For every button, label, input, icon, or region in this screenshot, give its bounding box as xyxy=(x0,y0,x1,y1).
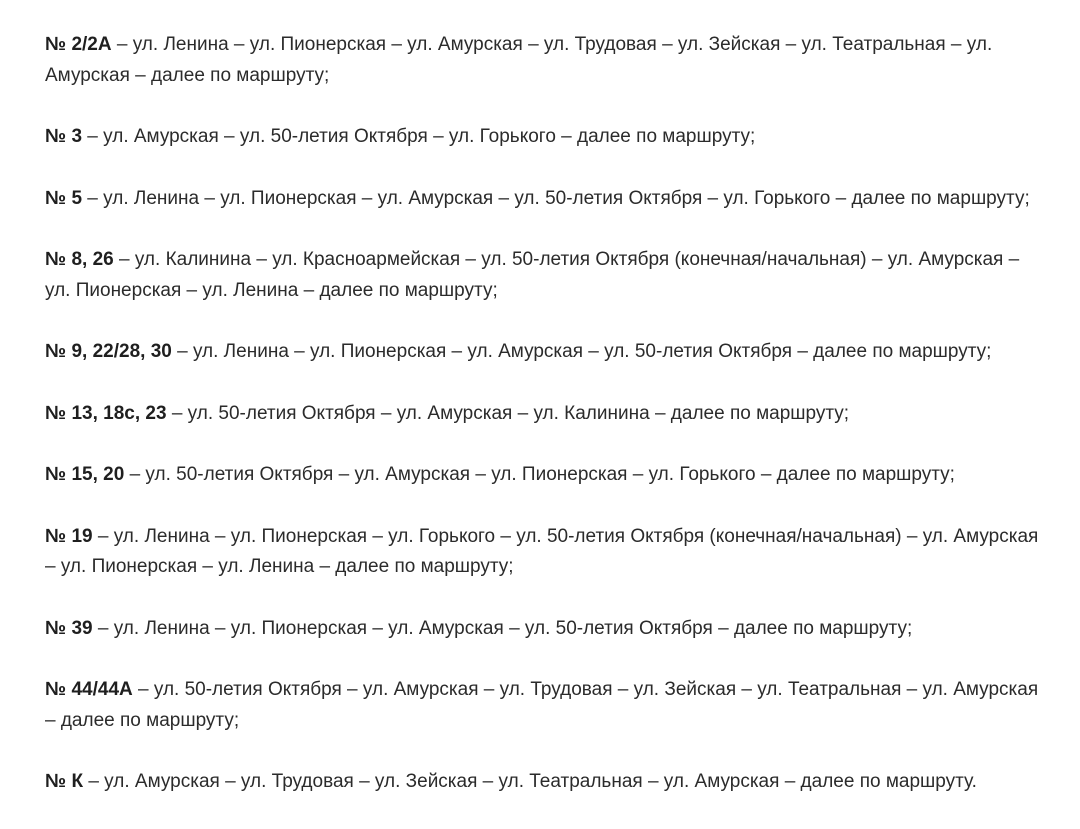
route-path: – ул. Ленина – ул. Пионерская – ул. Амурская – ул. Трудовая – ул. Зейская – ул. Театральная – ул. Амурская – далее по маршруту; xyxy=(45,34,993,86)
route-path: – ул. Амурская – ул. 50-летия Октября – ул. Горького – далее по маршруту; xyxy=(82,126,756,147)
route-path: – ул. Калинина – ул. Красноармейская – ул. 50-летия Октября (конечная/начальная) – ул. Амурская – ул. Пионерская – ул. Ленина – далее по маршруту; xyxy=(45,249,1020,301)
route-path: – ул. Ленина – ул. Пионерская – ул. Амурская – ул. 50-летия Октября – далее по маршруту; xyxy=(92,617,913,639)
route-path: – ул. Ленина – ул. Пионерская – ул. Амурская – ул. 50-летия Октября – ул. Горького – далее по маршруту; xyxy=(82,187,1030,209)
route-number: № 8, 26 xyxy=(45,249,114,270)
route-item xyxy=(45,522,1040,583)
route-item xyxy=(45,184,1040,215)
route-number: № 19 xyxy=(45,525,93,547)
route-item xyxy=(45,675,1040,736)
route-number: № 13, 18с, 23 xyxy=(45,402,167,424)
route-path: – ул. Ленина – ул. Пионерская – ул. Амурская – ул. 50-летия Октября – далее по маршруту; xyxy=(171,341,992,362)
route-item xyxy=(45,245,1040,306)
route-path: – ул. 50-летия Октября – ул. Амурская – ул. Пионерская – ул. Горького – далее по маршруту; xyxy=(124,464,955,485)
route-number: № 44/44А xyxy=(45,679,133,700)
route-path: – ул. Амурская – ул. Трудовая – ул. Зейская – ул. Театральная – ул. Амурская – далее по маршруту. xyxy=(83,771,977,792)
route-item xyxy=(45,614,1040,645)
route-number: № 2/2А xyxy=(45,34,112,55)
route-number: № 3 xyxy=(45,126,83,147)
route-list xyxy=(45,30,1040,829)
route-path: – ул. 50-летия Октября – ул. Амурская – ул. Трудовая – ул. Зейская – ул. Театральная – ул. Амурская – далее по маршруту; xyxy=(45,679,1039,731)
route-item xyxy=(45,337,1040,368)
route-number: № 9, 22/28, 30 xyxy=(45,341,172,362)
route-item xyxy=(45,460,1040,491)
route-path: – ул. Ленина – ул. Пионерская – ул. Горького – ул. 50-летия Октября (конечная/начальная) – ул. Амурская – ул. Пионерская – ул. Ленина – далее по маршруту; xyxy=(45,525,1039,577)
route-number: № 5 xyxy=(45,187,83,209)
route-item xyxy=(45,30,1040,91)
route-path: – ул. 50-летия Октября – ул. Амурская – ул. Калинина – далее по маршруту; xyxy=(166,402,850,424)
route-number: № 15, 20 xyxy=(45,464,125,485)
route-item xyxy=(45,767,1040,798)
route-item xyxy=(45,399,1040,430)
route-number: № К xyxy=(45,771,84,792)
route-number: № 39 xyxy=(45,617,93,639)
route-item xyxy=(45,122,1040,153)
